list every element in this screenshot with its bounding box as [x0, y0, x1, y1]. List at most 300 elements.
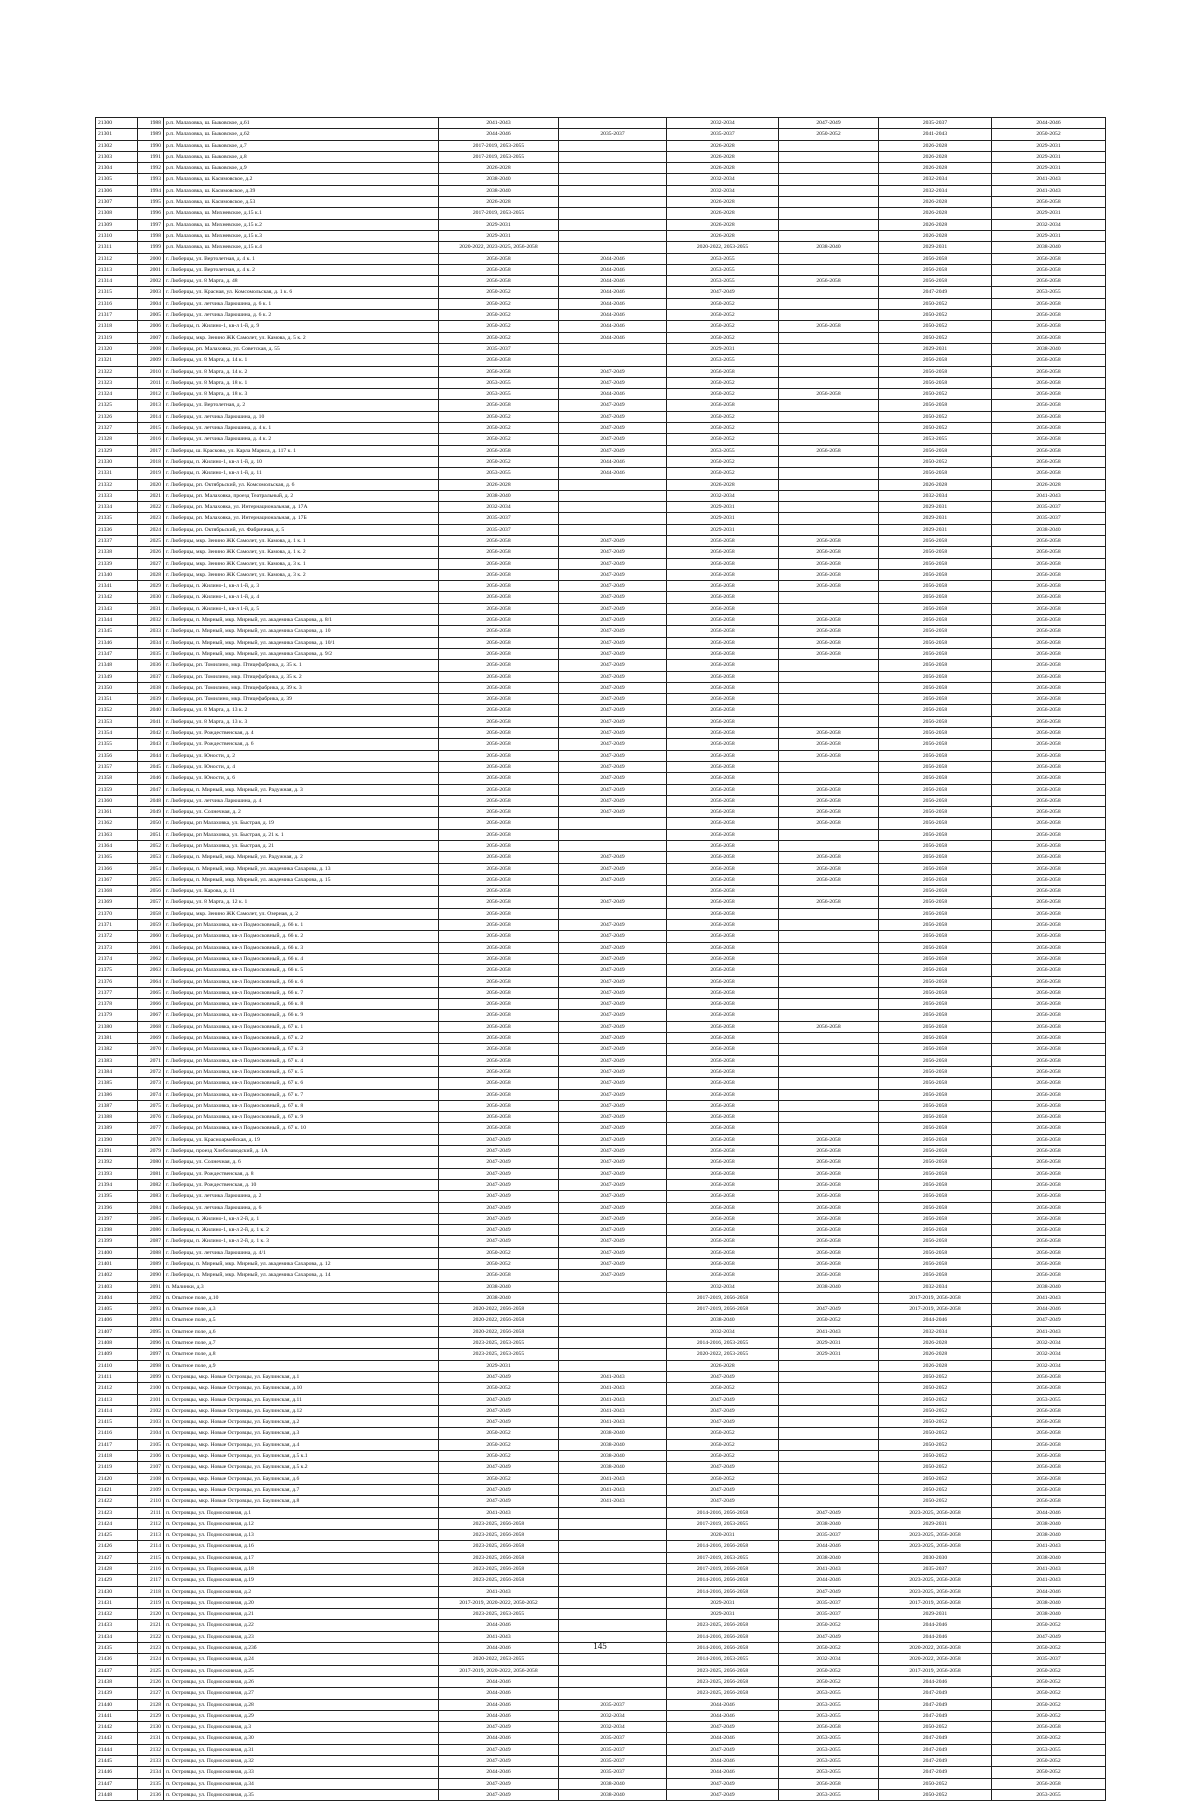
cell-period-6: 2038-2040: [992, 343, 1106, 354]
cell-period-1: 2026-2028: [439, 163, 559, 174]
cell-period-4: [779, 411, 879, 422]
table-row: [96, 1304, 1106, 1315]
cell-row-index: 2044: [138, 750, 164, 761]
cell-number: 21378: [96, 999, 138, 1010]
cell-period-4: 2056-2058: [779, 558, 879, 569]
cell-period-6: 2038-2040: [992, 1530, 1106, 1541]
cell-period-2: 2047-2049: [559, 1225, 667, 1236]
cell-period-1: 2026-2028: [439, 197, 559, 208]
cell-period-1: 2056-2058: [439, 999, 559, 1010]
cell-period-2: 2041-2043: [559, 1371, 667, 1382]
cell-period-4: 2032-2034: [779, 1654, 879, 1665]
cell-number: 21365: [96, 852, 138, 863]
cell-period-3: 2056-2058: [667, 965, 779, 976]
cell-number: 21402: [96, 1270, 138, 1281]
cell-number: 21342: [96, 592, 138, 603]
cell-number: 21447: [96, 1778, 138, 1789]
cell-address: г. Люберцы, мкр. Зенино ЖК Самолет, ул. Камова, д. 3 к. 2: [164, 569, 439, 580]
cell-number: 21392: [96, 1157, 138, 1168]
cell-period-5: 2056-2058: [879, 264, 992, 275]
cell-period-6: 2050-2052: [992, 1665, 1106, 1676]
cell-period-4: 2056-2058: [779, 535, 879, 546]
cell-period-1: 2047-2049: [439, 1236, 559, 1247]
cell-row-index: 2062: [138, 953, 164, 964]
cell-period-1: 2050-2052: [439, 298, 559, 309]
cell-row-index: 2001: [138, 264, 164, 275]
cell-period-1: 2056-2058: [439, 637, 559, 648]
cell-period-2: 2047-2049: [559, 705, 667, 716]
cell-number: 21300: [96, 118, 138, 129]
cell-period-4: [779, 716, 879, 727]
cell-period-6: 2056-2058: [992, 1451, 1106, 1462]
cell-address: р.п. Малаховка, ш. Касимовское, д.53: [164, 197, 439, 208]
cell-period-3: 2056-2058: [667, 739, 779, 750]
table-row: [96, 513, 1106, 524]
cell-period-1: 2047-2049: [439, 1225, 559, 1236]
cell-period-4: 2056-2058: [779, 739, 879, 750]
table-row: [96, 1462, 1106, 1473]
cell-row-index: 2100: [138, 1383, 164, 1394]
cell-period-6: 2056-2058: [992, 1100, 1106, 1111]
cell-period-4: [779, 1078, 879, 1089]
cell-row-index: 2135: [138, 1778, 164, 1789]
cell-period-5: 2026-2028: [879, 1360, 992, 1371]
cell-number: 21389: [96, 1123, 138, 1134]
cell-period-6: 2056-2058: [992, 1270, 1106, 1281]
cell-period-5: 2056-2058: [879, 908, 992, 919]
cell-period-4: 2035-2037: [779, 1597, 879, 1608]
cell-period-2: [559, 118, 667, 129]
cell-period-1: 2056-2058: [439, 603, 559, 614]
cell-period-3: 2026-2028: [667, 479, 779, 490]
cell-period-6: 2056-2058: [992, 389, 1106, 400]
cell-period-5: 2023-2025, 2056-2058: [879, 1575, 992, 1586]
cell-number: 21428: [96, 1564, 138, 1575]
cell-period-3: 2044-2046: [667, 1767, 779, 1778]
cell-period-5: 2047-2049: [879, 1733, 992, 1744]
cell-row-index: 2127: [138, 1688, 164, 1699]
cell-period-1: 2047-2049: [439, 1405, 559, 1416]
cell-period-2: 2044-2046: [559, 321, 667, 332]
cell-period-1: 2050-2052: [439, 1247, 559, 1258]
cell-address: п. Островцы, ул. Подмосковная, д.29: [164, 1710, 439, 1721]
table-row: [96, 1564, 1106, 1575]
cell-period-5: 2050-2052: [879, 1496, 992, 1507]
cell-period-3: 2047-2049: [667, 1744, 779, 1755]
cell-address: п. Островцы, ул. Подмосковная, д.34: [164, 1778, 439, 1789]
cell-period-6: 2053-2055: [992, 1394, 1106, 1405]
cell-period-3: 2056-2058: [667, 920, 779, 931]
cell-period-3: 2017-2019, 2056-2058: [667, 1304, 779, 1315]
cell-period-1: 2050-2052: [439, 1473, 559, 1484]
cell-period-6: 2056-2058: [992, 648, 1106, 659]
cell-row-index: 2069: [138, 1033, 164, 1044]
cell-number: 21406: [96, 1315, 138, 1326]
cell-period-1: 2047-2049: [439, 1134, 559, 1145]
cell-row-index: 2117: [138, 1575, 164, 1586]
table-row: [96, 1756, 1106, 1767]
table-row: [96, 253, 1106, 264]
cell-period-2: 2047-2049: [559, 1033, 667, 1044]
cell-period-4: 2056-2058: [779, 626, 879, 637]
cell-number: 21304: [96, 163, 138, 174]
table-row: [96, 423, 1106, 434]
cell-address: г. Люберцы, ул. Красноармейская, д. 19: [164, 1134, 439, 1145]
cell-period-4: 2053-2055: [779, 1710, 879, 1721]
cell-address: г. Люберцы, ул. 8 Марта, д. 18 к. 1: [164, 377, 439, 388]
cell-period-3: 2056-2058: [667, 1225, 779, 1236]
cell-period-3: 2032-2034: [667, 1326, 779, 1337]
table-row: [96, 411, 1106, 422]
cell-period-2: [559, 151, 667, 162]
cell-number: 21341: [96, 581, 138, 592]
cell-row-index: 2053: [138, 852, 164, 863]
cell-row-index: 2082: [138, 1179, 164, 1190]
cell-row-index: 2046: [138, 773, 164, 784]
cell-period-3: 2050-2052: [667, 321, 779, 332]
cell-number: 21429: [96, 1575, 138, 1586]
table-row: [96, 1338, 1106, 1349]
cell-number: 21350: [96, 682, 138, 693]
cell-period-5: 2030-2030: [879, 1552, 992, 1563]
cell-period-4: [779, 502, 879, 513]
cell-period-4: [779, 287, 879, 298]
cell-period-6: 2056-2058: [992, 321, 1106, 332]
table-row: [96, 242, 1106, 253]
cell-period-6: 2056-2058: [992, 1157, 1106, 1168]
cell-period-4: [779, 490, 879, 501]
cell-period-2: 2038-2040: [559, 1439, 667, 1450]
cell-address: п. Островцы, мкр. Новые Островцы, ул. Баулинская, д.7: [164, 1484, 439, 1495]
cell-period-6: 2056-2058: [992, 931, 1106, 942]
cell-address: г. Люберцы, ул. Юности, д. 6: [164, 773, 439, 784]
cell-period-5: 2026-2028: [879, 208, 992, 219]
cell-period-5: 2023-2025, 2056-2058: [879, 1586, 992, 1597]
cell-period-2: 2041-2043: [559, 1383, 667, 1394]
cell-period-5: 2056-2058: [879, 1021, 992, 1032]
cell-period-4: 2056-2058: [779, 897, 879, 908]
cell-row-index: 2111: [138, 1507, 164, 1518]
cell-period-2: 2044-2046: [559, 310, 667, 321]
cell-period-2: [559, 1518, 667, 1529]
cell-period-5: 2029-2031: [879, 343, 992, 354]
table-row: [96, 1439, 1106, 1450]
cell-period-6: 2056-2058: [992, 671, 1106, 682]
cell-address: г. Люберцы, мкр. Зенино ЖК Самолет, ул. Камова, д. 1 к. 1: [164, 535, 439, 546]
cell-period-5: 2056-2058: [879, 705, 992, 716]
table-row: [96, 1405, 1106, 1416]
cell-row-index: 2066: [138, 999, 164, 1010]
table-row: [96, 874, 1106, 885]
table-row: [96, 1473, 1106, 1484]
table-row: [96, 1789, 1106, 1800]
cell-period-4: 2035-2037: [779, 1530, 879, 1541]
cell-period-6: 2026-2028: [992, 479, 1106, 490]
cell-address: г. Люберцы, мкр. Зенино ЖК Самолет, ул. Камова, д. 5 к. 2: [164, 332, 439, 343]
cell-address: п. Островцы, мкр. Новые Островцы, ул. Баулинская, д.12: [164, 1405, 439, 1416]
table-row: [96, 705, 1106, 716]
cell-period-2: [559, 818, 667, 829]
table-row: [96, 1710, 1106, 1721]
cell-address: г. Люберцы, ул. летчика Ларюшина, д. 2: [164, 1191, 439, 1202]
cell-number: 21362: [96, 818, 138, 829]
cell-period-6: 2035-2037: [992, 502, 1106, 513]
cell-number: 21412: [96, 1383, 138, 1394]
cell-address: г. Люберцы, рп Малаховка, кв-л Подмосковный, д. 67 к. 1: [164, 1021, 439, 1032]
table-row: [96, 603, 1106, 614]
cell-period-4: 2056-2058: [779, 1134, 879, 1145]
cell-period-5: 2056-2058: [879, 852, 992, 863]
cell-period-5: 2020-2022, 2056-2058: [879, 1643, 992, 1654]
cell-period-3: 2017-2019, 2053-2055: [667, 1518, 779, 1529]
cell-period-5: 2056-2058: [879, 468, 992, 479]
table-row: [96, 1326, 1106, 1337]
cell-address: г. Люберцы, ул. Вертолетная, д. 2: [164, 400, 439, 411]
cell-number: 21312: [96, 253, 138, 264]
cell-period-5: 2023-2025, 2056-2058: [879, 1507, 992, 1518]
cell-address: г. Люберцы, рп Малаховка, кв-л Подмосковный, д. 66 к. 9: [164, 1010, 439, 1021]
cell-address: р.п. Малаховка, ш. Михневское, д.15 к.3: [164, 230, 439, 241]
cell-period-4: 2056-2058: [779, 1270, 879, 1281]
cell-period-1: 2056-2058: [439, 1112, 559, 1123]
cell-period-2: 2047-2049: [559, 1123, 667, 1134]
cell-period-2: [559, 1326, 667, 1337]
cell-period-1: 2047-2049: [439, 1191, 559, 1202]
cell-period-3: 2056-2058: [667, 1270, 779, 1281]
table-row: [96, 1055, 1106, 1066]
cell-period-3: 2056-2058: [667, 581, 779, 592]
cell-period-1: 2056-2058: [439, 276, 559, 287]
cell-address: г. Люберцы, ш. Красково, ул. Карла Маркса, д. 117 к. 1: [164, 445, 439, 456]
cell-period-5: 2056-2058: [879, 615, 992, 626]
cell-period-5: 2035-2037: [879, 118, 992, 129]
cell-period-4: 2056-2058: [779, 1202, 879, 1213]
cell-period-2: [559, 208, 667, 219]
cell-period-6: 2056-2058: [992, 1168, 1106, 1179]
cell-row-index: 2006: [138, 321, 164, 332]
cell-period-5: 2056-2058: [879, 818, 992, 829]
cell-address: г. Люберцы, проезд Хлебозаводский, д. 1А: [164, 1146, 439, 1157]
cell-period-4: 2056-2058: [779, 728, 879, 739]
cell-period-6: 2056-2058: [992, 411, 1106, 422]
cell-period-2: [559, 1360, 667, 1371]
cell-period-4: [779, 1439, 879, 1450]
cell-period-5: 2056-2058: [879, 1191, 992, 1202]
cell-period-2: [559, 1338, 667, 1349]
cell-period-3: 2050-2052: [667, 310, 779, 321]
cell-period-6: 2056-2058: [992, 1112, 1106, 1123]
cell-period-6: 2044-2046: [992, 1586, 1106, 1597]
cell-period-3: 2056-2058: [667, 1134, 779, 1145]
cell-address: г. Люберцы, рп. Томилино, мкр. Птицефабрика, д. 39 к. 3: [164, 682, 439, 693]
cell-number: 21380: [96, 1021, 138, 1032]
cell-number: 21311: [96, 242, 138, 253]
cell-number: 21397: [96, 1213, 138, 1224]
cell-period-3: 2056-2058: [667, 660, 779, 671]
cell-period-3: 2026-2028: [667, 230, 779, 241]
cell-period-2: 2047-2049: [559, 400, 667, 411]
cell-number: 21431: [96, 1597, 138, 1608]
cell-number: 21421: [96, 1484, 138, 1495]
table-row: [96, 219, 1106, 230]
table-row: [96, 1530, 1106, 1541]
cell-period-2: 2047-2049: [559, 1010, 667, 1021]
cell-address: г. Люберцы, ул. Юности, д. 2: [164, 750, 439, 761]
cell-number: 21384: [96, 1066, 138, 1077]
cell-row-index: 2038: [138, 682, 164, 693]
cell-period-4: [779, 1496, 879, 1507]
cell-period-1: 2047-2049: [439, 1157, 559, 1168]
cell-address: г. Люберцы, п. Жилино-1, кв-л 2-й, д. 1: [164, 1213, 439, 1224]
cell-period-3: 2056-2058: [667, 671, 779, 682]
cell-period-5: 2056-2058: [879, 897, 992, 908]
cell-address: г. Люберцы, ул. летчика Ларюшина, д. 4 к. 1: [164, 423, 439, 434]
cell-period-5: 2047-2049: [879, 1756, 992, 1767]
cell-number: 21321: [96, 355, 138, 366]
cell-period-6: 2056-2058: [992, 1134, 1106, 1145]
cell-row-index: 2023: [138, 513, 164, 524]
cell-period-3: 2056-2058: [667, 897, 779, 908]
cell-period-5: 2056-2058: [879, 1055, 992, 1066]
cell-address: г. Люберцы, рп. Томилино, мкр. Птицефабрика, д. 35 к. 2: [164, 671, 439, 682]
cell-row-index: 2055: [138, 874, 164, 885]
cell-period-2: 2047-2049: [559, 953, 667, 964]
cell-period-6: 2041-2043: [992, 1292, 1106, 1303]
cell-number: 21340: [96, 569, 138, 580]
table-row: [96, 999, 1106, 1010]
cell-period-6: 2056-2058: [992, 1417, 1106, 1428]
cell-address: п. Островцы, мкр. Новые Островцы, ул. Баулинская, д.11: [164, 1394, 439, 1405]
cell-number: 21354: [96, 728, 138, 739]
cell-period-5: 2032-2034: [879, 174, 992, 185]
cell-period-3: 2056-2058: [667, 535, 779, 546]
cell-period-2: 2047-2049: [559, 615, 667, 626]
cell-period-1: 2056-2058: [439, 366, 559, 377]
cell-period-5: 2044-2046: [879, 1620, 992, 1631]
cell-number: 21339: [96, 558, 138, 569]
cell-row-index: 2119: [138, 1597, 164, 1608]
cell-period-5: 2056-2058: [879, 716, 992, 727]
cell-period-3: 2056-2058: [667, 942, 779, 953]
cell-address: г. Люберцы, п. Жилино-1, кв-л 2-й, д. 1 к. 2: [164, 1225, 439, 1236]
table-row: [96, 1620, 1106, 1631]
cell-number: 21448: [96, 1789, 138, 1800]
cell-period-1: 2056-2058: [439, 547, 559, 558]
cell-period-6: 2056-2058: [992, 1146, 1106, 1157]
cell-address: г. Люберцы, рп Малаховка, кв-л Подмосковный, д. 67 к. 10: [164, 1123, 439, 1134]
cell-period-3: 2056-2058: [667, 987, 779, 998]
cell-period-4: 2047-2049: [779, 1631, 879, 1642]
cell-period-3: 2026-2028: [667, 1360, 779, 1371]
cell-address: г. Люберцы, п. Жилино-1, кв-л 1-й, д. 3: [164, 581, 439, 592]
cell-period-4: [779, 151, 879, 162]
cell-period-4: 2050-2052: [779, 1643, 879, 1654]
cell-period-6: 2032-2034: [992, 1360, 1106, 1371]
cell-period-2: 2044-2046: [559, 276, 667, 287]
cell-period-4: [779, 976, 879, 987]
cell-period-6: 2056-2058: [992, 1383, 1106, 1394]
cell-number: 21437: [96, 1665, 138, 1676]
cell-row-index: 2131: [138, 1733, 164, 1744]
cell-period-4: 2029-2031: [779, 1349, 879, 1360]
cell-period-1: 2056-2058: [439, 694, 559, 705]
table-row: [96, 1078, 1106, 1089]
cell-row-index: 2022: [138, 502, 164, 513]
cell-period-1: 2050-2052: [439, 1451, 559, 1462]
cell-period-2: 2035-2037: [559, 1733, 667, 1744]
cell-row-index: 2123: [138, 1643, 164, 1654]
cell-period-4: 2038-2040: [779, 1552, 879, 1563]
cell-address: р.п. Малаховка, ш. Быковское, д.9: [164, 163, 439, 174]
cell-period-2: [559, 524, 667, 535]
cell-address: п. Островцы, ул. Подмосковная, д.33: [164, 1767, 439, 1778]
cell-period-1: 2023-2025, 2056-2058: [439, 1541, 559, 1552]
cell-period-4: [779, 953, 879, 964]
cell-period-5: 2032-2034: [879, 185, 992, 196]
table-row: [96, 1609, 1106, 1620]
cell-period-6: 2056-2058: [992, 784, 1106, 795]
cell-period-3: 2056-2058: [667, 773, 779, 784]
cell-period-4: [779, 174, 879, 185]
cell-address: г. Люберцы, п. Мирный, мкр. Мирный, ул. академика Сахарова, д. 9/2: [164, 648, 439, 659]
cell-period-4: 2056-2058: [779, 1225, 879, 1236]
cell-period-6: 2056-2058: [992, 953, 1106, 964]
cell-address: р.п. Малаховка, ш. Касимовское, д.39: [164, 185, 439, 196]
table-row: [96, 829, 1106, 840]
cell-period-4: [779, 965, 879, 976]
cell-period-4: 2053-2055: [779, 1744, 879, 1755]
table-row: [96, 1778, 1106, 1789]
cell-period-1: 2056-2058: [439, 1078, 559, 1089]
cell-period-2: 2047-2049: [559, 1044, 667, 1055]
cell-period-4: [779, 185, 879, 196]
cell-period-4: 2056-2058: [779, 321, 879, 332]
cell-period-2: [559, 219, 667, 230]
cell-period-6: 2056-2058: [992, 1484, 1106, 1495]
cell-period-4: 2050-2052: [779, 1665, 879, 1676]
cell-period-3: 2056-2058: [667, 637, 779, 648]
cell-period-4: 2053-2055: [779, 1688, 879, 1699]
cell-period-6: 2056-2058: [992, 1066, 1106, 1077]
cell-period-2: [559, 174, 667, 185]
cell-period-3: 2056-2058: [667, 807, 779, 818]
table-row: [96, 1349, 1106, 1360]
cell-period-4: 2047-2049: [779, 1586, 879, 1597]
table-row: [96, 581, 1106, 592]
cell-period-6: 2056-2058: [992, 1722, 1106, 1733]
cell-row-index: 2050: [138, 818, 164, 829]
cell-row-index: 2011: [138, 377, 164, 388]
cell-period-3: 2044-2046: [667, 1733, 779, 1744]
cell-period-4: 2053-2055: [779, 1699, 879, 1710]
cell-period-3: 2026-2028: [667, 151, 779, 162]
cell-period-1: 2050-2052: [439, 287, 559, 298]
cell-period-1: 2056-2058: [439, 1033, 559, 1044]
table-row: [96, 524, 1106, 535]
cell-period-5: 2056-2058: [879, 920, 992, 931]
cell-period-1: 2056-2058: [439, 1055, 559, 1066]
table-row: [96, 920, 1106, 931]
cell-period-6: 2056-2058: [992, 897, 1106, 908]
cell-period-2: 2047-2049: [559, 592, 667, 603]
cell-period-5: 2050-2052: [879, 1371, 992, 1382]
cell-period-2: 2047-2049: [559, 784, 667, 795]
cell-number: 21445: [96, 1756, 138, 1767]
cell-address: г. Люберцы, п. Жилино-1, кв-л 1-й, д. 10: [164, 456, 439, 467]
cell-address: г. Люберцы, ул. 8 Марта, д. 13 к. 2: [164, 705, 439, 716]
cell-row-index: 2016: [138, 434, 164, 445]
cell-number: 21388: [96, 1112, 138, 1123]
